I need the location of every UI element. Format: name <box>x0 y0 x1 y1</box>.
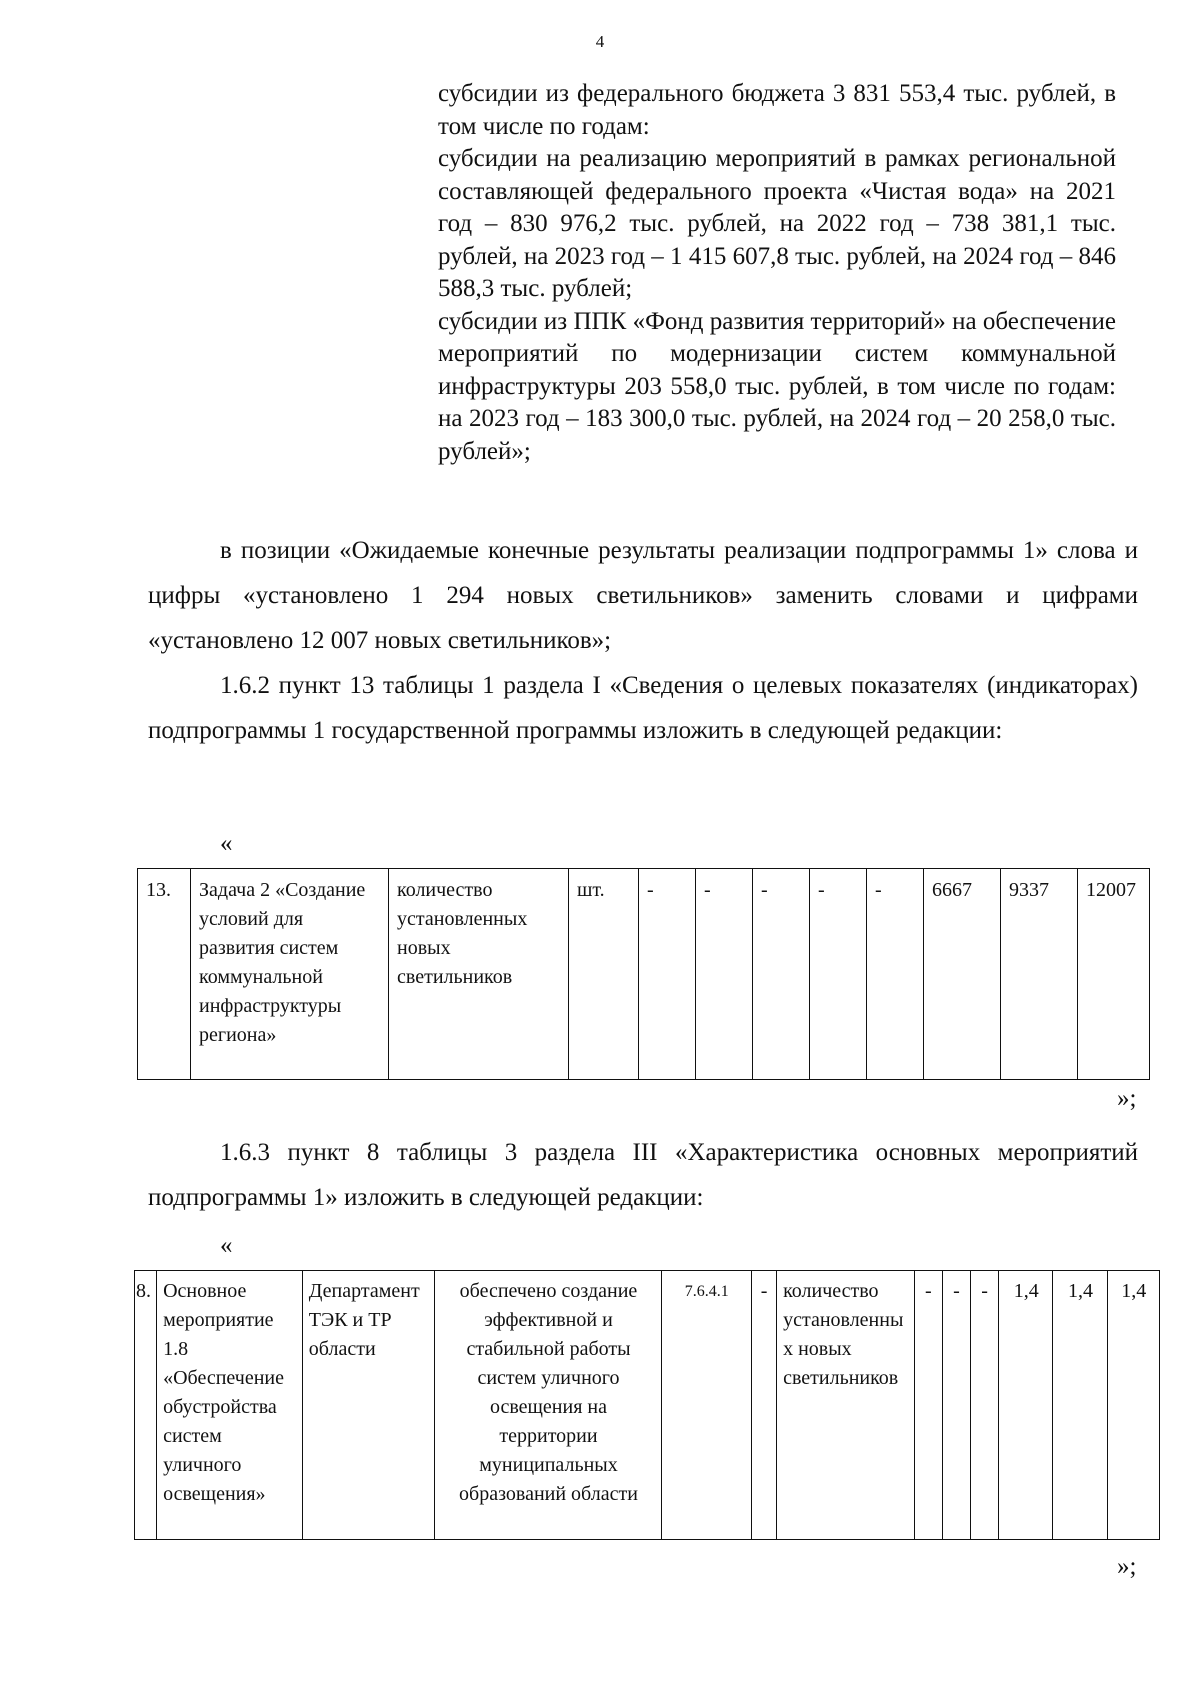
activities-table <box>134 1270 1160 1540</box>
table-cell-indicator: количество установленных новых светильников <box>389 869 569 1080</box>
amendments-block <box>148 528 1138 753</box>
table-cell-value: - <box>810 869 867 1080</box>
close-quote-1: »; <box>1117 1085 1137 1112</box>
table-cell-value: - <box>751 1271 776 1540</box>
table-cell-value: - <box>942 1271 970 1540</box>
paragraph-1-6-3-block <box>148 1130 1138 1220</box>
paragraph-expected-results: в позиции «Ожидаемые конечные результаты реализации подпрограммы 1» слова и цифры «установлено 1 294 новых светильников» заменить словами и цифрами «установлено 12 007 новых светильников»; <box>148 537 1138 654</box>
table-cell-value: 1,4 <box>1107 1271 1159 1540</box>
table-cell-number: 8. <box>135 1271 157 1540</box>
table-cell-value: - <box>867 869 924 1080</box>
open-quote-1: « <box>220 830 233 857</box>
table-cell-result: обеспечено создание эффективной и стабильной работы систем уличного освещения на территории муниципальных образований области <box>435 1271 661 1540</box>
table-cell-code: 7.6.4.1 <box>661 1271 751 1540</box>
paragraph-1-6-2: 1.6.2 пункт 13 таблицы 1 раздела I «Сведения о целевых показателях (индикаторах) подпрограммы 1 государственной программы изложить в следующей редакции: <box>148 672 1138 744</box>
table-row <box>135 1271 1160 1540</box>
table-cell-number: 13. <box>138 869 191 1080</box>
table-row <box>138 869 1150 1080</box>
paragraph-1-6-3: 1.6.3 пункт 8 таблицы 3 раздела III «Характеристика основных мероприятий подпрограммы 1» изложить в следующей редакции: <box>148 1139 1138 1211</box>
table-cell-value: 9337 <box>1001 869 1078 1080</box>
table-cell-value: - <box>639 869 696 1080</box>
funding-block <box>438 78 1116 468</box>
close-quote-2: »; <box>1117 1553 1137 1580</box>
table-cell-value: 1,4 <box>999 1271 1053 1540</box>
funding-line-ppk: субсидии из ППК «Фонд развития территорий» на обеспечение мероприятий по модернизации систем коммунальной инфраструктуры 203 558,0 тыс. рублей, в том числе по годам: на 2023 год – 183 300,0 тыс. рублей, на 2024 год – 20 258,0 тыс. рублей»; <box>438 307 1116 465</box>
table-cell-value: - <box>753 869 810 1080</box>
table-cell-task: Задача 2 «Создание условий для развития систем коммунальной инфраструктуры региона» <box>191 869 389 1080</box>
table-cell-value: - <box>970 1271 998 1540</box>
indicator-table <box>137 868 1150 1080</box>
open-quote-2: « <box>220 1232 233 1259</box>
table-cell-value: 1,4 <box>1053 1271 1107 1540</box>
funding-line-clean-water: субсидии на реализацию мероприятий в рамках региональной составляющей федерального проекта «Чистая вода» на 2021 год – 830 976,2 тыс. рублей, на 2022 год – 738 381,1 тыс. рублей, на 2023 год – 1 415 607,8 тыс. рублей, на 2024 год – 846 588,3 тыс. рублей; <box>438 145 1116 302</box>
table-cell-department: Департамент ТЭК и ТР области <box>302 1271 435 1540</box>
table-cell-value: - <box>914 1271 942 1540</box>
page-number: 4 <box>595 32 605 51</box>
table-cell-indicator: количество установленных новых светильников <box>777 1271 915 1540</box>
table-cell-unit: шт. <box>569 869 639 1080</box>
table-cell-value: - <box>696 869 753 1080</box>
funding-line-federal: субсидии из федерального бюджета 3 831 553,4 тыс. рублей, в том числе по годам: <box>438 80 1116 140</box>
table-cell-activity: Основное мероприятие 1.8 «Обеспечение обустройства систем уличного освещения» <box>157 1271 303 1540</box>
table-cell-value: 6667 <box>924 869 1001 1080</box>
table-cell-value: 12007 <box>1078 869 1150 1080</box>
